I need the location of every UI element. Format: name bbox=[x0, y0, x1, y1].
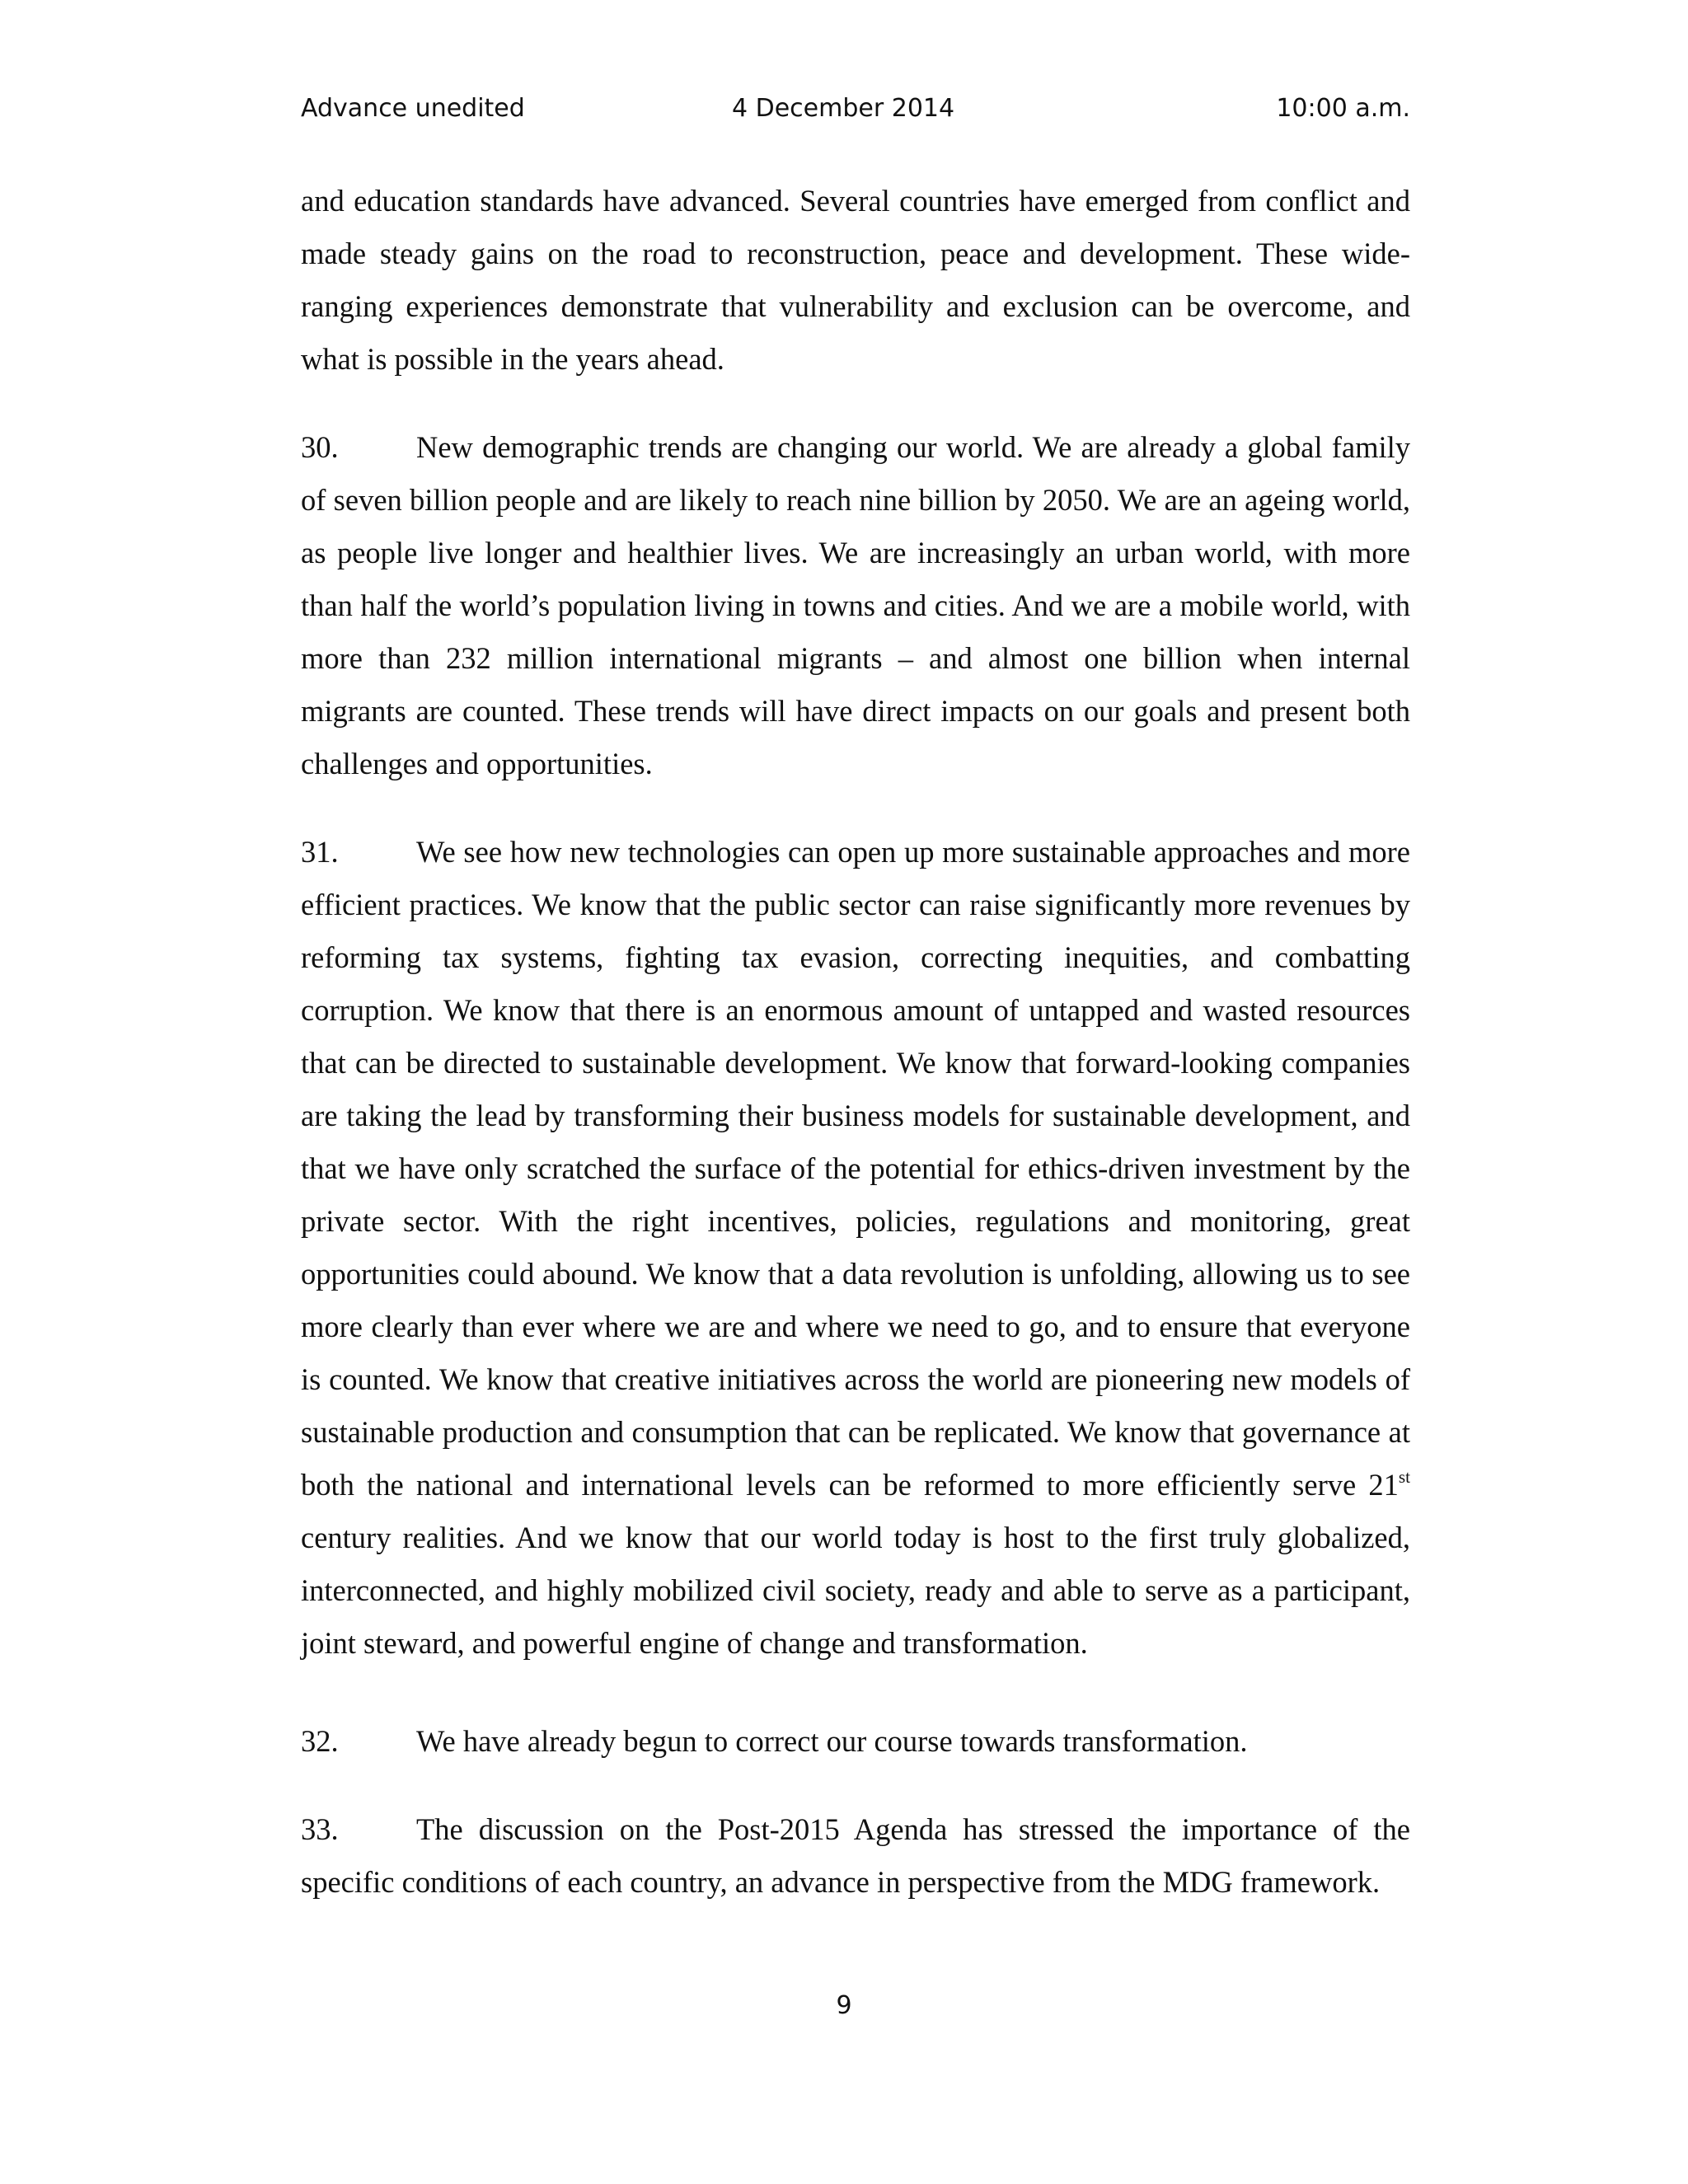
paragraph-number: 30. bbox=[301, 430, 339, 464]
document-body bbox=[301, 175, 1410, 1944]
paragraph-30 bbox=[301, 421, 1410, 790]
paragraph-number: 31. bbox=[301, 835, 339, 869]
paragraph-text: We see how new technologies can open up more sustainable approaches and more efficient practices. We know that the public sector can raise significantly more revenues by reforming tax systems, fighting tax evasion, correcting inequities, and combatting corruption. We know that there is an enormous amount of untapped and wasted resources that can be directed to sustainable development. We know that forward-looking companies are taking the lead by transforming their business models for sustainable development, and that we have only scratched the surface of the potential for ethics-driven investment by the private sector. With the right incentives, policies, regulations and monitoring, great opportunities could abound. We know that a data revolution is unfolding, allowing us to see more clearly than ever where we are and where we need to go, and to ensure that everyone is counted. We know that creative initiatives across the world are pioneering new models of sustainable production and consumption that can be replicated. We know that governance at both the national and international levels can be reformed to more efficiently serve 21 bbox=[301, 835, 1410, 1502]
header-date: 4 December 2014 bbox=[732, 94, 955, 123]
paragraph-33 bbox=[301, 1803, 1410, 1909]
page-header bbox=[301, 92, 1410, 134]
header-status: Advance unedited bbox=[301, 94, 525, 123]
paragraph-text: and education standards have advanced. Several countries have emerged from conflict and made steady gains on the road to reconstruction, peace and development. These wide-ranging experiences demonstrate that vulnerability and exclusion can be overcome, and what is possible in the years ahead. bbox=[301, 184, 1410, 376]
paragraph-text-continued: century realities. And we know that our world today is host to the first truly globalized, interconnected, and highly mobilized civil society, ready and able to serve as a participant, joint steward, and powerful engine of change and transformation. bbox=[301, 1521, 1410, 1660]
page-footer bbox=[0, 1990, 1688, 2022]
paragraph-text: New demographic trends are changing our world. We are already a global family of seven billion people and are likely to reach nine billion by 2050. We are an ageing world, as people live longer and healthier lives. We are increasingly an urban world, with more than half the world’s population living in towns and cities. And we are a mobile world, with more than 232 million international migrants – and almost one billion when internal migrants are counted. These trends will have direct impacts on our goals and present both challenges and opportunities. bbox=[301, 430, 1410, 780]
header-time: 10:00 a.m. bbox=[1276, 94, 1410, 123]
paragraph-continuation bbox=[301, 175, 1410, 386]
page-number: 9 bbox=[836, 1991, 852, 2020]
paragraph-text: The discussion on the Post-2015 Agenda has stressed the importance of the specific conditions of each country, an advance in perspective from the MDG framework. bbox=[301, 1812, 1410, 1899]
paragraph-32 bbox=[301, 1715, 1410, 1768]
paragraph-text: We have already begun to correct our course towards transformation. bbox=[416, 1724, 1248, 1758]
paragraph-number: 33. bbox=[301, 1812, 339, 1846]
paragraph-number: 32. bbox=[301, 1724, 339, 1758]
ordinal-superscript: st bbox=[1398, 1467, 1410, 1488]
paragraph-31 bbox=[301, 826, 1410, 1670]
